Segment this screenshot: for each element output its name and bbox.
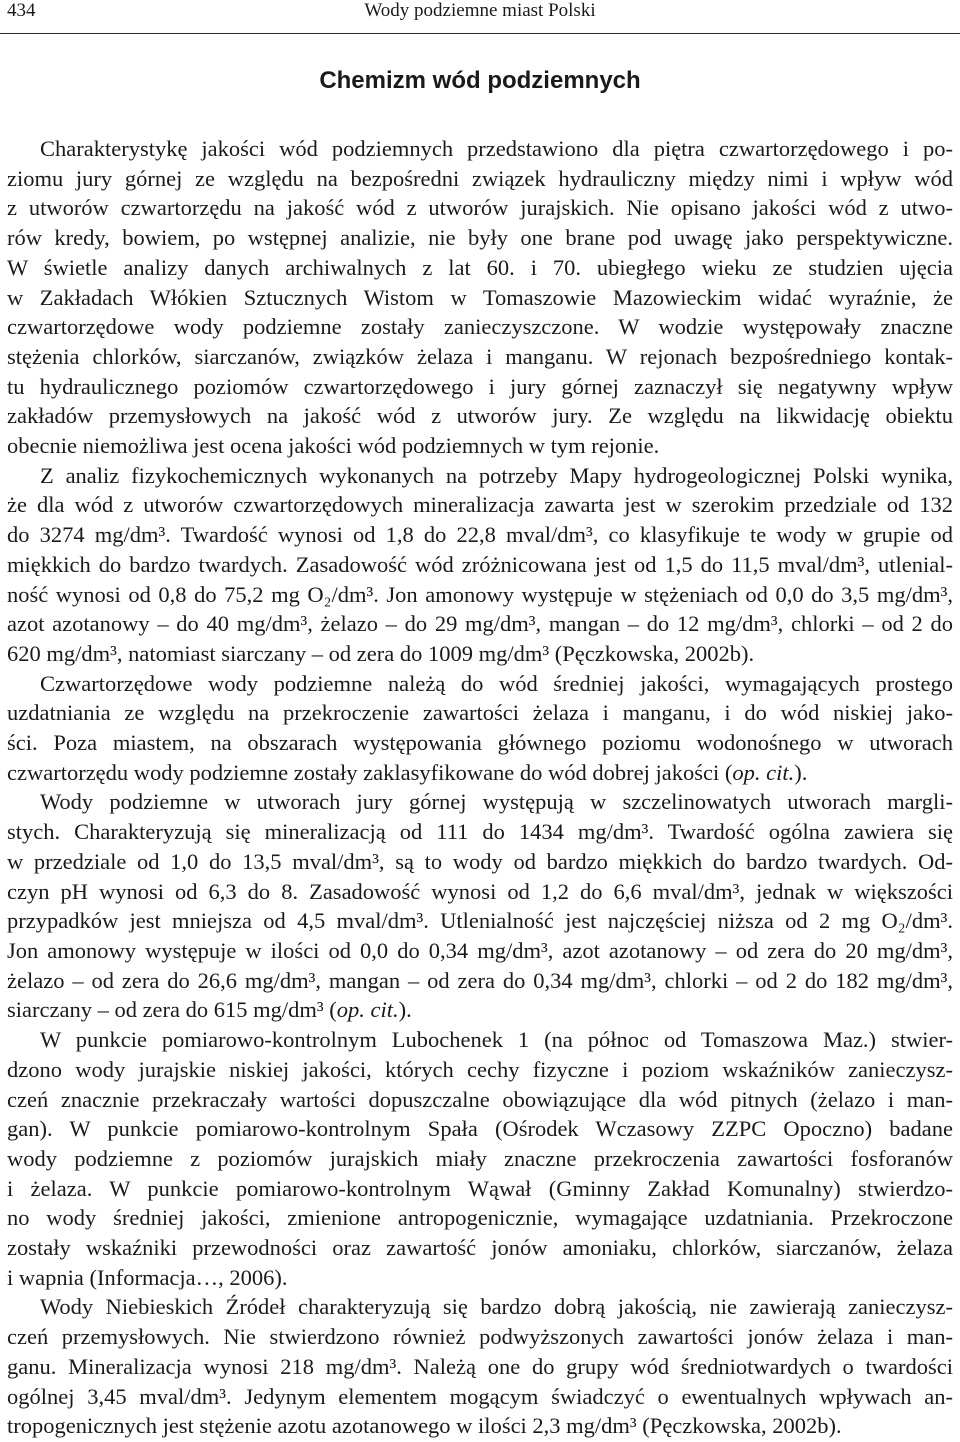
paragraph — [7, 134, 953, 461]
text-line: Charakterystykę jakości wód podziemnych przedstawiono dla piętra czwartorzędowego i po- — [40, 136, 953, 161]
text-line — [7, 758, 953, 788]
text-line: tu hydraulicznego poziomów czwartorzędowego i jury górnej zaznaczył się negatywny wpływ — [7, 373, 953, 399]
text-line: ogólnej 3,45 mval/dm³. Jedynym elementem mogącym świadczyć o ewentualnych wpływach an- — [7, 1383, 953, 1409]
text-segment: siarczany – od zera do 615 mg/dm³ ( — [7, 997, 337, 1023]
text-line: do 3274 mg/dm³. Twardość wynosi od 1,8 do 22,8 mval/dm³, co klasyfikuje te wody w grupie od — [7, 522, 953, 548]
text-segment: ). — [398, 997, 412, 1023]
text-line: azot azotanowy – do 40 mg/dm³, żelazo – do 29 mg/dm³, mangan – do 12 mg/dm³, chlorki – od 2 do — [7, 611, 953, 637]
text-line: no wody średniej jakości, zmienione antropogenicznie, wymagające uzdatniania. Przekroczone — [7, 1205, 953, 1231]
text-line: Jon amonowy występuje w ilości od 0,0 do 0,34 mg/dm³, azot azotanowy – od zera do 20 mg/dm³, — [7, 937, 953, 963]
paragraph — [7, 1025, 953, 1292]
text-line: ści. Poza miastem, na obszarach występowania głównego poziomu wodonośnego w utworach — [7, 730, 953, 756]
text-segment: czwartorzędu wody podziemne zostały zaklasyfikowane do wód dobrej jakości ( — [7, 759, 733, 785]
text-line: ność wynosi od 0,8 do 75,2 mg O₂/dm³. Jon amonowy występuje w stężeniach od 0,0 do 3,5 mg/dm³, — [7, 581, 953, 607]
text-line: z utworów czwartorzędu na jakość wód z utworów jurajskich. Nie opisano jakości wód z utwo- — [7, 195, 953, 221]
body-text — [7, 134, 953, 1441]
running-head — [0, 0, 960, 34]
text-line: Wody Niebieskich Źródeł charakteryzują się bardzo dobrą jakością, nie zawierają zanieczysz- — [40, 1294, 953, 1320]
text-line: czwartorzędowe wody podziemne zostały zanieczyszczone. W wodzie występowały znaczne — [7, 314, 953, 340]
page-number: 434 — [7, 0, 36, 21]
text-line: zakładów przemysłowych na jakość wód z utworów jury. Ze względu na likwidację obiektu — [7, 403, 953, 429]
text-line: i żelaza. W punkcie pomiarowo-kontrolnym Wąwał (Gminny Zakład Komunalny) stwierdzo- — [7, 1175, 953, 1201]
text-line: tropogenicznych jest stężenie azotu azotanowego w ilości 2,3 mg/dm³ (Pęczkowska, 2002b). — [7, 1413, 842, 1439]
paragraph — [7, 461, 953, 669]
text-line: wody podziemne z poziomów jurajskich miały znaczne przekroczenia zawartości fosforanów — [7, 1145, 953, 1171]
text-line: zostały wskaźniki przewodności oraz zawartość jonów amoniaku, chlorków, siarczanów, żelaza — [7, 1235, 953, 1261]
text-line: żelazo – od zera do 26,6 mg/dm³, mangan – od zera do 0,34 mg/dm³, chlorki – od 2 do 182 mg/dm³, — [7, 967, 953, 993]
text-line: i wapnia (Informacja…, 2006). — [7, 1264, 288, 1290]
text-line: W świetle analizy danych archiwalnych z lat 60. i 70. ubiegłego wieku ze studzien ujęcia — [7, 254, 953, 280]
text-line: w Zakładach Włókien Sztucznych Wistom w Tomaszowie Mazowieckim widać wyraźnie, że — [7, 284, 953, 310]
text-segment: ). — [794, 759, 808, 785]
text-line: miękkich do bardzo twardych. Zasadowość wód zróżnicowana jest od 1,5 do 11,5 mval/dm³, utlenial- — [7, 551, 953, 577]
text-line: Czwartorzędowe wody podziemne należą do wód średniej jakości, wymagających prostego — [40, 670, 953, 696]
text-line: rów kredy, bowiem, po wstępnej analizie, nie były one brane pod uwagę jako perspektywiczne. — [7, 225, 953, 251]
text-line: czyn pH wynosi od 6,3 do 8. Zasadowość wynosi od 1,2 do 6,6 mval/dm³, jednak w większości — [7, 878, 953, 904]
text-line: gan). W punkcie pomiarowo-kontrolnym Spała (Ośrodek Wczasowy ZZPC Opoczno) badane — [7, 1116, 953, 1142]
text-line: Wody podziemne w utworach jury górnej występują w szczelinowatych utworach margli- — [40, 789, 953, 815]
text-segment: op. cit. — [732, 759, 795, 785]
text-line: dzono wody jurajskie niskiej jakości, których cechy fizyczne i poziom wskaźników zanieczysz- — [7, 1056, 953, 1082]
text-line: uzdatniania ze względu na przekroczenie zawartości żelaza i manganu, i do wód niskiej jako- — [7, 700, 953, 726]
paragraph — [7, 787, 953, 1025]
text-line: przypadków jest mniejsza od 4,5 mval/dm³. Utlenialność jest najczęściej niższa od 2 mg O₂/dm³. — [7, 908, 953, 934]
paragraph — [7, 669, 953, 788]
text-line: w przedziale od 1,0 do 13,5 mval/dm³, są to wody od bardzo miękkich do bardzo twardych. Od- — [7, 848, 953, 874]
text-line: obecnie niemożliwa jest ocena jakości wód podziemnych w tym rejonie. — [7, 433, 660, 459]
text-line: W punkcie pomiarowo-kontrolnym Lubochenek 1 (na północ od Tomaszowa Maz.) stwier- — [40, 1027, 953, 1053]
text-line: ziomu jury górnej ze względu na bezpośredni związek hydrauliczny między nimi i wpływ wód — [7, 165, 953, 191]
text-line: Z analiz fizykochemicznych wykonanych na potrzeby Mapy hydrogeologicznej Polski wynika, — [40, 462, 953, 488]
text-line: stych. Charakteryzują się mineralizacją od 111 do 1434 mg/dm³. Twardość ogólna zawiera się — [7, 819, 953, 845]
section-title: Chemizm wód podziemnych — [319, 67, 641, 94]
text-line: że dla wód z utworów czwartorzędowych mineralizacja zawarta jest w szerokim przedziale od 132 — [7, 492, 953, 518]
text-segment: op. cit. — [336, 997, 399, 1023]
paragraph — [7, 1292, 953, 1441]
text-line: czeń przemysłowych. Nie stwierdzono również podwyższonych zawartości jonów żelaza i man- — [7, 1324, 953, 1350]
text-line: czeń znacznie przekraczały wartości dopuszczalne obowiązujące dla wód pitnych (żelazo i man- — [7, 1086, 953, 1112]
text-line: stężenia chlorków, siarczanów, związków żelaza i manganu. W rejonach bezpośredniego kontak- — [7, 343, 953, 369]
text-line: 620 mg/dm³, natomiast siarczany – od zera do 1009 mg/dm³ (Pęczkowska, 2002b). — [7, 640, 755, 666]
running-title: Wody podziemne miast Polski — [364, 0, 596, 21]
text-line — [7, 995, 953, 1025]
text-line: ganu. Mineralizacja wynosi 218 mg/dm³. Należą one do grupy wód średniotwardych o twardości — [7, 1353, 953, 1379]
